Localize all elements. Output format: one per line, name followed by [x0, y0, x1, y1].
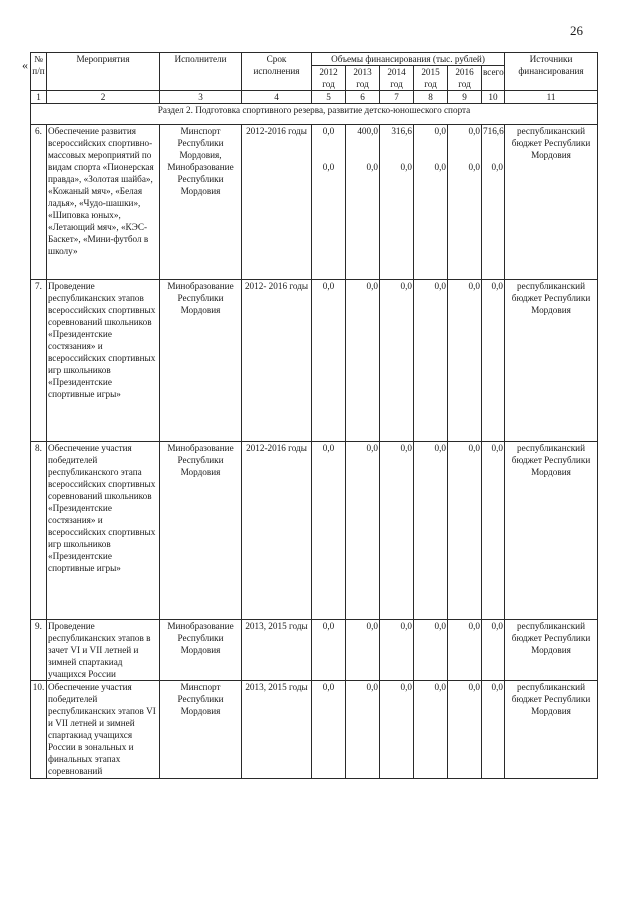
- column-number: 6: [346, 91, 380, 104]
- header-activity: Мероприятия: [47, 53, 160, 91]
- source-cell: республиканский бюджет Республики Мордовия: [505, 125, 598, 280]
- activity-cell: Обеспечение участия победителей республиканских этапов VI и VII летней и зимней спартакиад учащихся России в зональных и финальных этапах соревнований: [47, 681, 160, 779]
- source-cell: республиканский бюджет Республики Мордовия: [505, 280, 598, 442]
- activity-cell: Обеспечение развития всероссийских спортивно-массовых мероприятий по видам спорта «Пионерская правда», «Золотая шайба», «Кожаный мяч», «Белая ладья», «Чудо-шашки», «Шиповка юных», «Летающий мяч», «КЭС-Баскет», «Мини-футбол в школу»: [47, 125, 160, 280]
- column-number: 7: [380, 91, 414, 104]
- column-number: 8: [414, 91, 448, 104]
- total-cell: 0,0: [482, 442, 505, 620]
- header-year: 2014 год: [380, 66, 414, 91]
- column-number: 9: [448, 91, 482, 104]
- term-cell: 2012-2016 годы: [242, 125, 312, 280]
- row-number: 9.: [31, 620, 47, 681]
- value-cell: 0,0: [448, 442, 482, 620]
- header-num: № п/п: [31, 53, 47, 91]
- header-year: 2012 год: [312, 66, 346, 91]
- value-cell: 316,6 0,0: [380, 125, 414, 280]
- header-sources: Источники финансирования: [505, 53, 598, 91]
- value-cell: 0,0: [448, 681, 482, 779]
- column-number: 5: [312, 91, 346, 104]
- column-number: 2: [47, 91, 160, 104]
- value-cell: 0,0: [380, 681, 414, 779]
- table-row: [31, 125, 598, 280]
- value-cell: 400,0 0,0: [346, 125, 380, 280]
- value-cell: 0,0: [346, 280, 380, 442]
- table-row: [31, 280, 598, 442]
- value-cell: 0,0: [414, 681, 448, 779]
- header-total: всего: [482, 66, 505, 91]
- margin-quote-mark: «: [22, 58, 28, 72]
- value-cell: 0,0: [346, 442, 380, 620]
- activity-cell: Проведение республиканских этапов всероссийских спортивных соревнований школьников «Президентские состязания» и всероссийских спортивных игр школьников «Президентские спортивные игры»: [47, 280, 160, 442]
- header-year: 2016 год: [448, 66, 482, 91]
- value-cell: 0,0: [414, 620, 448, 681]
- page-number: 26: [570, 23, 583, 38]
- column-number: 10: [482, 91, 505, 104]
- executors-cell: Минобразование Республики Мордовия: [160, 620, 242, 681]
- header-year: 2013 год: [346, 66, 380, 91]
- executors-cell: Минобразование Республики Мордовия: [160, 442, 242, 620]
- column-number: 3: [160, 91, 242, 104]
- value-cell: 0,0 0,0: [312, 125, 346, 280]
- value-cell: 0,0: [380, 442, 414, 620]
- term-cell: 2013, 2015 годы: [242, 620, 312, 681]
- row-number: 10.: [31, 681, 47, 779]
- row-number: 8.: [31, 442, 47, 620]
- financing-table: [30, 52, 598, 779]
- table-row: [31, 620, 598, 681]
- header-funding: Объемы финансирования (тыс. рублей): [312, 53, 505, 66]
- value-cell: 0,0: [346, 681, 380, 779]
- executors-cell: Минспорт Республики Мордовия, Минобразование Республики Мордовия: [160, 125, 242, 280]
- total-cell: 716,6 0,0: [482, 125, 505, 280]
- value-cell: 0,0: [414, 442, 448, 620]
- header-executors: Исполнители: [160, 53, 242, 91]
- value-cell: 0,0: [346, 620, 380, 681]
- row-number: 6.: [31, 125, 47, 280]
- row-number: 7.: [31, 280, 47, 442]
- section-title: Раздел 2. Подготовка спортивного резерва, развитие детско-юношеского спорта: [31, 104, 598, 125]
- executors-cell: Минспорт Республики Мордовия: [160, 681, 242, 779]
- value-cell: 0,0: [448, 620, 482, 681]
- header-row: [31, 53, 598, 66]
- value-cell: 0,0 0,0: [414, 125, 448, 280]
- value-cell: 0,0: [414, 280, 448, 442]
- term-cell: 2012- 2016 годы: [242, 280, 312, 442]
- executors-cell: Минобразование Республики Мордовия: [160, 280, 242, 442]
- source-cell: республиканский бюджет Республики Мордовия: [505, 442, 598, 620]
- total-cell: 0,0: [482, 620, 505, 681]
- section-row: [31, 104, 598, 125]
- total-cell: 0,0: [482, 681, 505, 779]
- term-cell: 2013, 2015 годы: [242, 681, 312, 779]
- source-cell: республиканский бюджет Республики Мордовия: [505, 620, 598, 681]
- column-number: 11: [505, 91, 598, 104]
- term-cell: 2012-2016 годы: [242, 442, 312, 620]
- value-cell: 0,0: [312, 280, 346, 442]
- header-term: Срок исполнения: [242, 53, 312, 91]
- column-number: 4: [242, 91, 312, 104]
- source-cell: республиканский бюджет Республики Мордовия: [505, 681, 598, 779]
- column-number: 1: [31, 91, 47, 104]
- value-cell: 0,0 0,0: [448, 125, 482, 280]
- header-year: 2015 год: [414, 66, 448, 91]
- activity-cell: Обеспечение участия победителей республиканского этапа всероссийских спортивных соревнований школьников «Президентские состязания» и всероссийских спортивных игр школьников «Президентские спортивные игры»: [47, 442, 160, 620]
- value-cell: 0,0: [380, 620, 414, 681]
- value-cell: 0,0: [312, 681, 346, 779]
- activity-cell: Проведение республиканских этапов в зачет VI и VII летней и зимней спартакиад учащихся России: [47, 620, 160, 681]
- total-cell: 0,0: [482, 280, 505, 442]
- value-cell: 0,0: [312, 620, 346, 681]
- table-row: [31, 442, 598, 620]
- value-cell: 0,0: [312, 442, 346, 620]
- value-cell: 0,0: [380, 280, 414, 442]
- value-cell: 0,0: [448, 280, 482, 442]
- column-numbers-row: [31, 91, 598, 104]
- table-row: [31, 681, 598, 779]
